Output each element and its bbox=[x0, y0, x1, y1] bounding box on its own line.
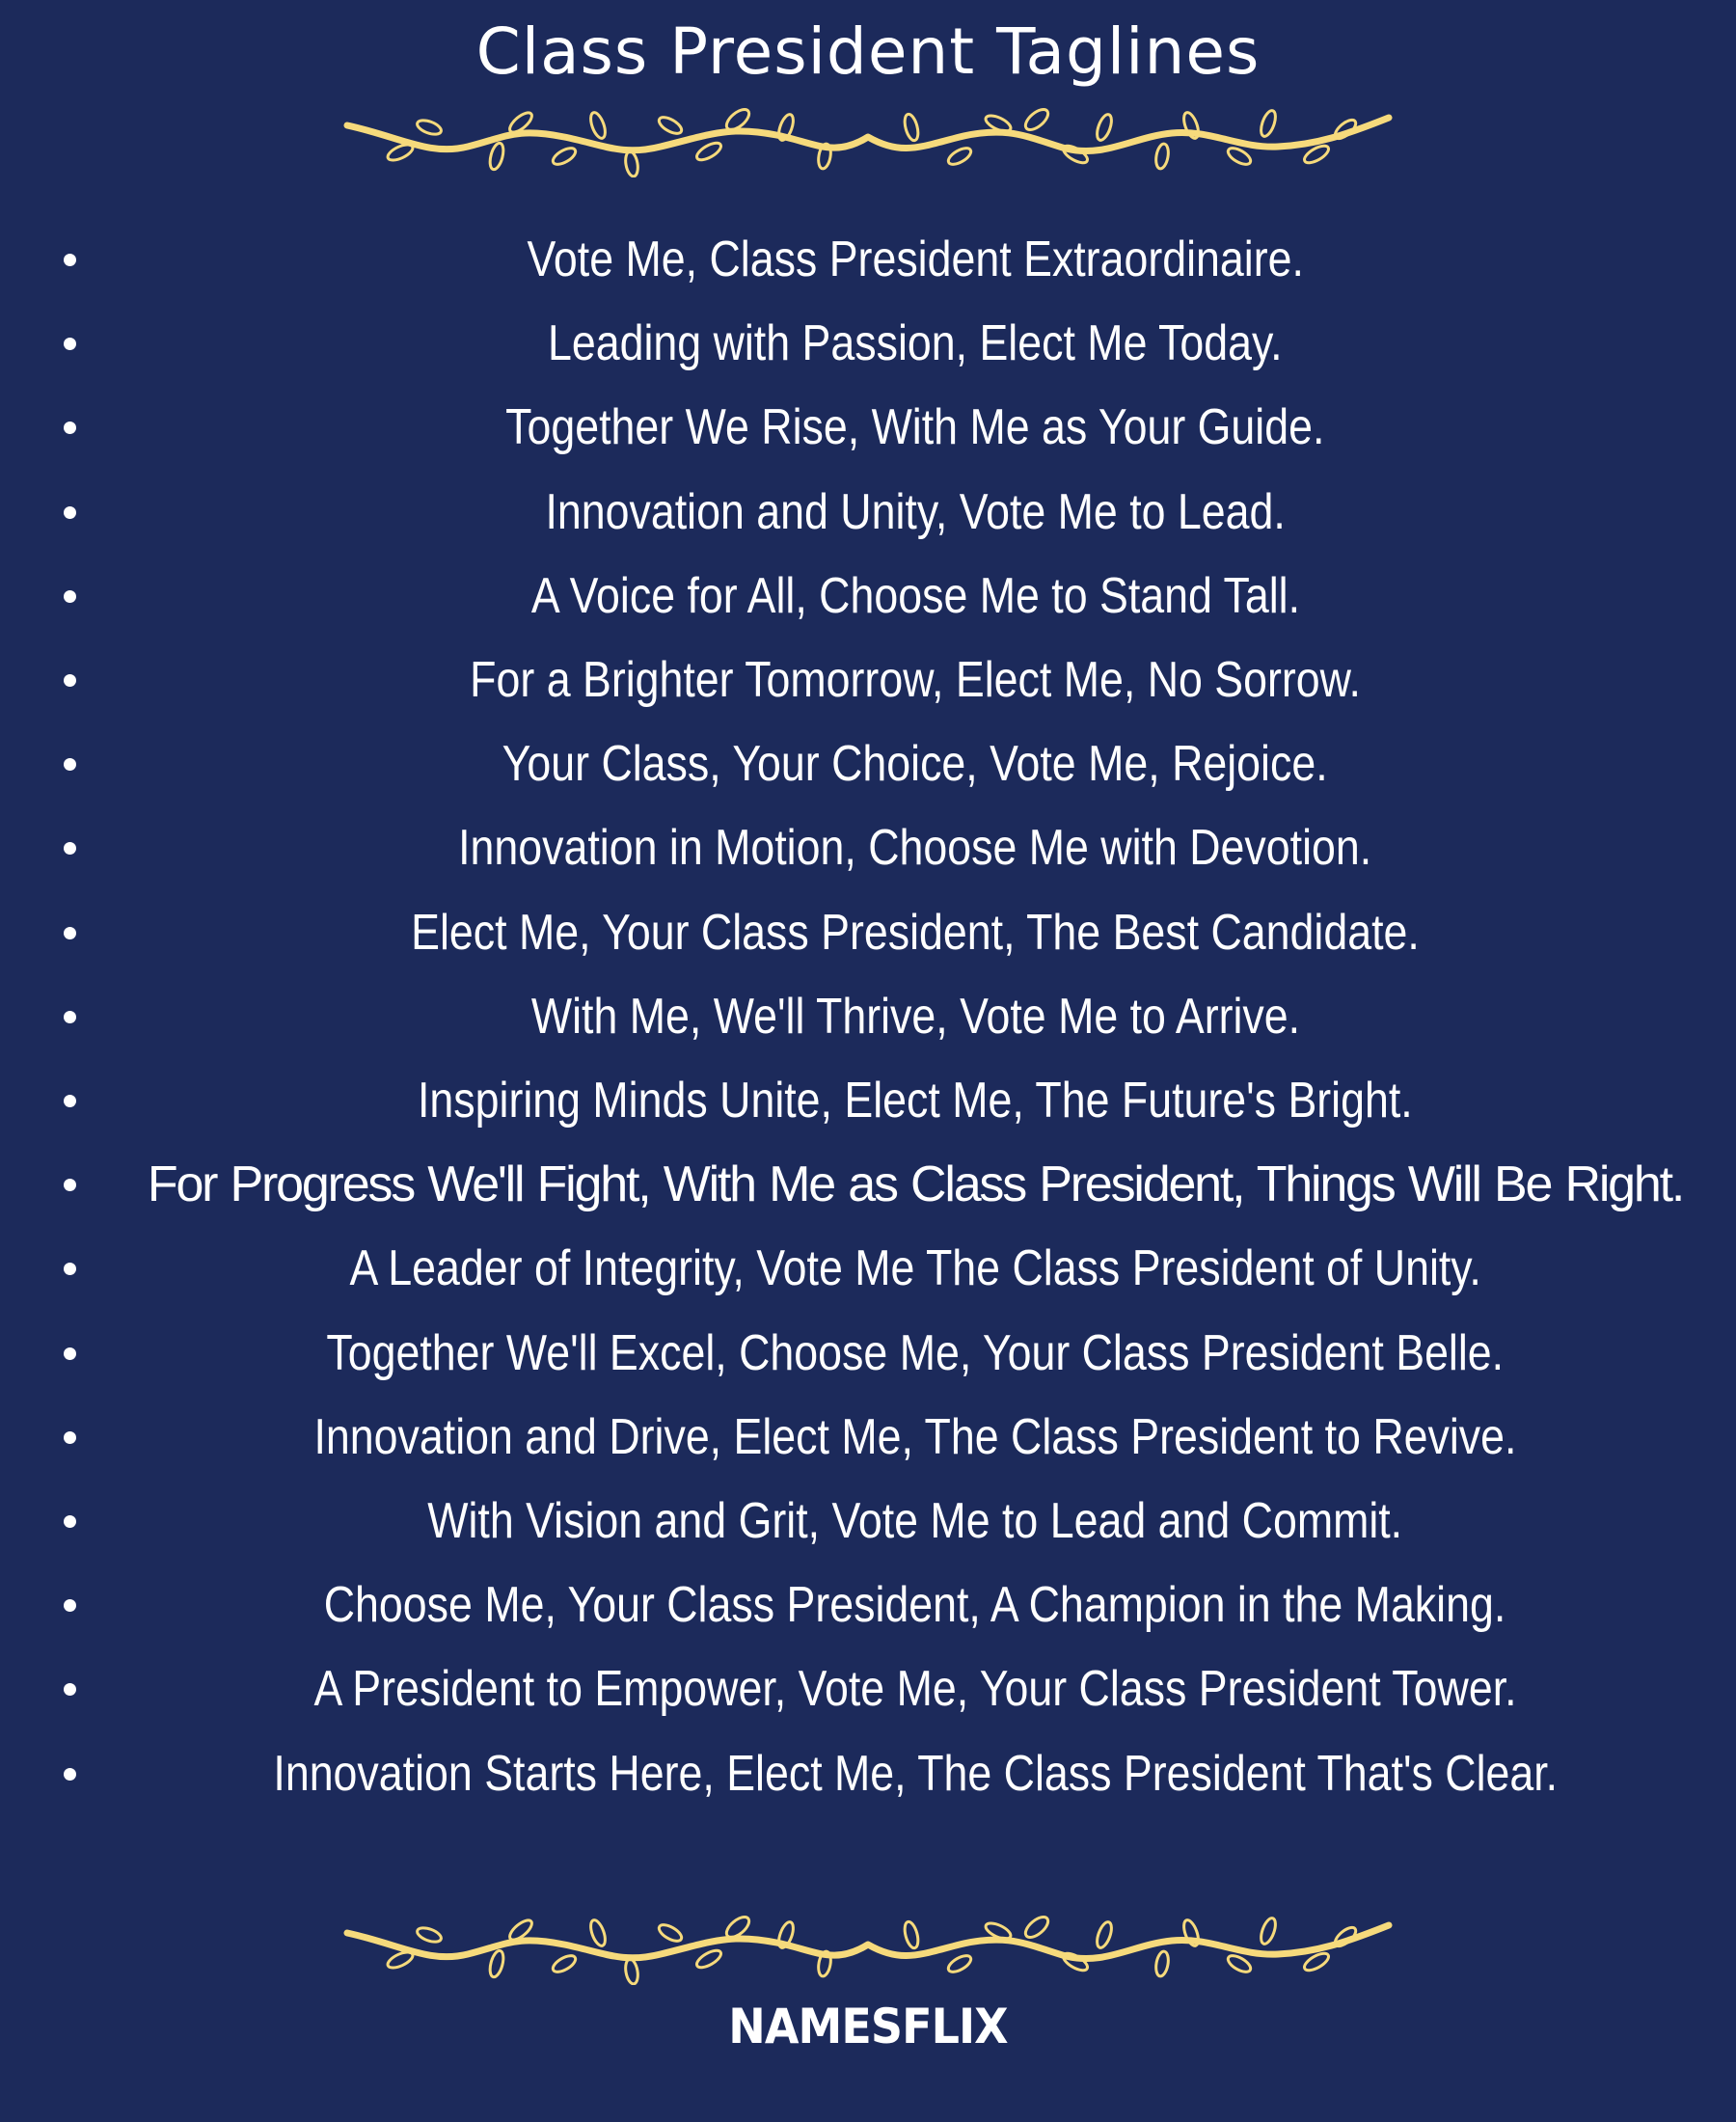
vine-divider-icon bbox=[342, 1916, 1394, 1985]
list-item bbox=[0, 975, 1736, 1059]
bullet-icon bbox=[64, 927, 76, 939]
tagline-text: Together We'll Excel, Choose Me, Your Class President Belle. bbox=[326, 1324, 1505, 1381]
tagline-text: With Me, We'll Thrive, Vote Me to Arrive. bbox=[530, 988, 1300, 1045]
list-item bbox=[0, 806, 1736, 890]
tagline-text: Choose Me, Your Class President, A Champion in the Making. bbox=[324, 1577, 1506, 1634]
page-title: Class President Taglines bbox=[475, 14, 1261, 89]
brand-logo: NAMESFLIX bbox=[728, 1999, 1008, 2054]
bullet-icon bbox=[64, 1431, 76, 1444]
tagline-text: Innovation and Unity, Vote Me to Lead. bbox=[545, 483, 1286, 540]
tagline-text: A President to Empower, Vote Me, Your Class President Tower. bbox=[313, 1661, 1517, 1718]
bullet-icon bbox=[64, 1599, 76, 1612]
bullet-icon bbox=[64, 590, 76, 603]
tagline-text: For a Brighter Tomorrow, Elect Me, No Sorrow. bbox=[470, 652, 1361, 709]
bullet-icon bbox=[64, 758, 76, 771]
list-item bbox=[0, 1480, 1736, 1564]
list-item bbox=[0, 471, 1736, 555]
vine-divider-icon bbox=[342, 108, 1394, 177]
list-item bbox=[0, 639, 1736, 722]
list-item bbox=[0, 1143, 1736, 1227]
tagline-text: Inspiring Minds Unite, Elect Me, The Future's Bright. bbox=[418, 1073, 1413, 1129]
tagline-text: Leading with Passion, Elect Me Today. bbox=[548, 315, 1283, 372]
tagline-text: With Vision and Grit, Vote Me to Lead and Commit. bbox=[427, 1493, 1403, 1550]
list-item bbox=[0, 555, 1736, 639]
list-item bbox=[0, 218, 1736, 302]
bullet-icon bbox=[64, 1768, 76, 1781]
list-item bbox=[0, 1059, 1736, 1143]
tagline-text: A Leader of Integrity, Vote Me The Class President of Unity. bbox=[349, 1240, 1481, 1297]
bullet-icon bbox=[64, 1179, 76, 1191]
bullet-icon bbox=[64, 338, 76, 350]
tagline-text: For Progress We'll Fight, With Me as Class President, Things Will Be Right. bbox=[147, 1156, 1684, 1213]
bullet-icon bbox=[64, 674, 76, 687]
tagline-text: Elect Me, Your Class President, The Best Candidate. bbox=[411, 904, 1420, 961]
list-item bbox=[0, 1312, 1736, 1396]
tagline-text: A Voice for All, Choose Me to Stand Tall. bbox=[530, 567, 1300, 624]
bullet-icon bbox=[64, 1347, 76, 1360]
tagline-text: Innovation in Motion, Choose Me with Devotion. bbox=[458, 820, 1372, 877]
bullet-icon bbox=[64, 506, 76, 519]
tagline-text: Innovation Starts Here, Elect Me, The Class President That's Clear. bbox=[273, 1745, 1558, 1802]
tagline-list bbox=[0, 218, 1736, 1816]
bullet-icon bbox=[64, 1095, 76, 1107]
list-item bbox=[0, 722, 1736, 806]
list-item bbox=[0, 386, 1736, 470]
bullet-icon bbox=[64, 254, 76, 266]
list-item bbox=[0, 1564, 1736, 1647]
tagline-text: Vote Me, Class President Extraordinaire. bbox=[527, 231, 1304, 287]
bullet-icon bbox=[64, 1263, 76, 1275]
list-item bbox=[0, 302, 1736, 386]
tagline-text: Your Class, Your Choice, Vote Me, Rejoice. bbox=[502, 736, 1328, 793]
tagline-text: Together We Rise, With Me as Your Guide. bbox=[505, 399, 1325, 456]
list-item bbox=[0, 1732, 1736, 1816]
bullet-icon bbox=[64, 422, 76, 434]
bullet-icon bbox=[64, 1011, 76, 1023]
bullet-icon bbox=[64, 842, 76, 855]
list-item bbox=[0, 891, 1736, 975]
bullet-icon bbox=[64, 1515, 76, 1528]
tagline-text: Innovation and Drive, Elect Me, The Class President to Revive. bbox=[313, 1408, 1517, 1465]
list-item bbox=[0, 1396, 1736, 1480]
bullet-icon bbox=[64, 1683, 76, 1696]
list-item bbox=[0, 1227, 1736, 1311]
list-item bbox=[0, 1647, 1736, 1731]
